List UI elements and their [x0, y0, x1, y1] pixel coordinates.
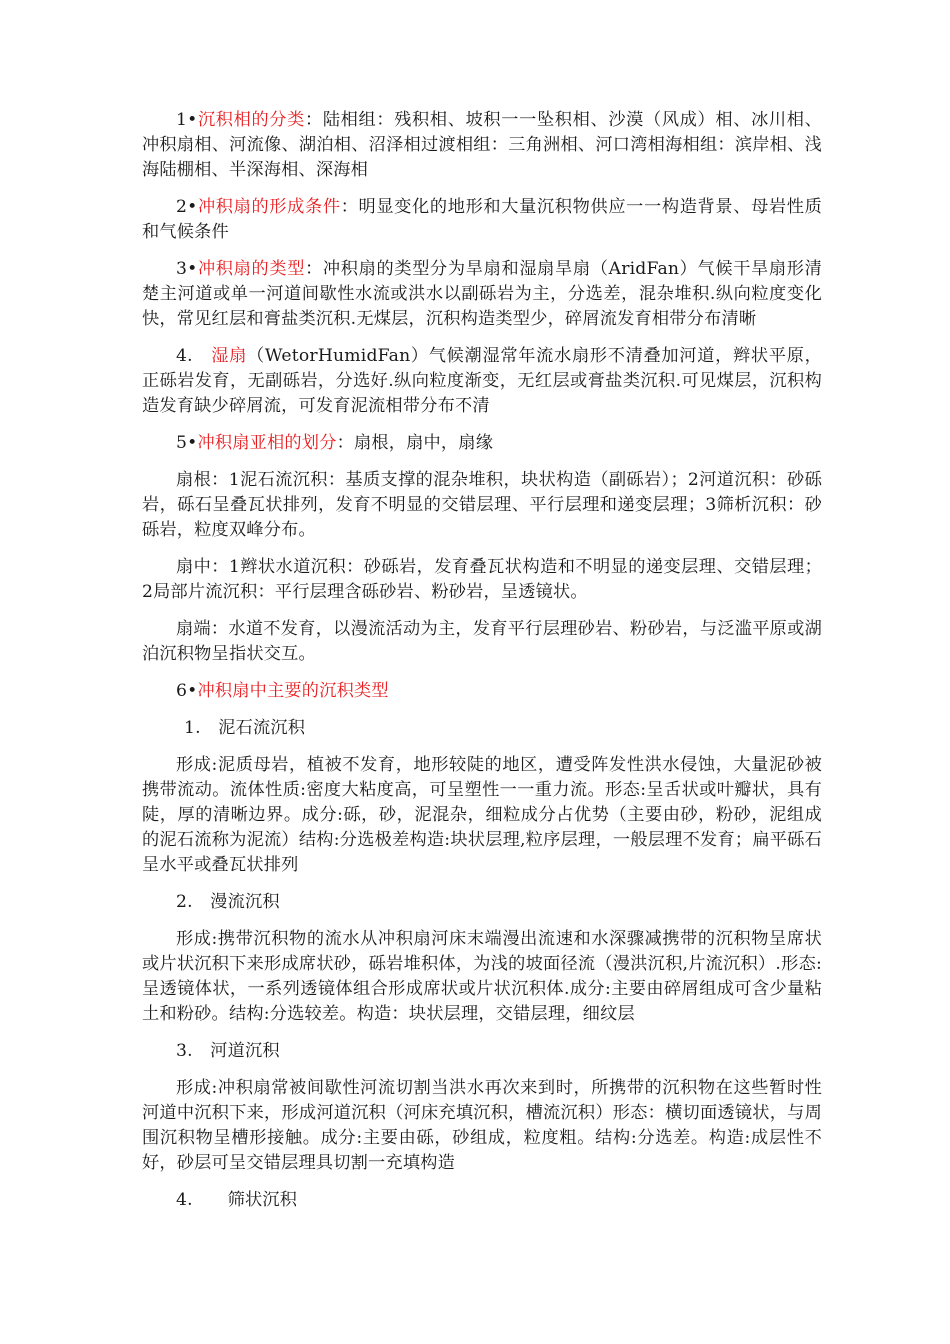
section-3-body: ：冲积扇的类型分为旱扇和湿扇旱扇（AridFan）气候干旱扇形清楚主河道或单一河道间歇性水流或洪水以副砾岩为主，分选差，混杂堆积.纵向粒度变化快，常见红层和膏盐类沉积.无煤层，沉积构造类型少，碎屑流发育相带分布清晰	[142, 259, 823, 329]
section-2-body: ：明显变化的地形和大量沉积物供应一一构造背景、母岩性质和气候条件	[142, 197, 822, 242]
section-3-number: 3•	[176, 259, 198, 279]
deposit-2-body: 形成:携带沉积物的流水从冲积扇河床末端漫出流速和水深骤减携带的沉积物呈席状或片状沉积下来形成席状砂，砾岩堆积体，为浅的坡面径流（漫洪沉积,片流沉积）.形态:呈透镜体状，一系列透镜体组合形成席状或片状沉积体.成分:主要由碎屑组成可含少量粘土和粉砂。结构:分选较差。构造：块状层理，交错层理，细纹层	[142, 929, 822, 1024]
section-6-number: 6•	[176, 681, 198, 701]
subfacies-fan-middle: 扇中：1辫状水道沉积：砂砾岩，发育叠瓦状构造和不明显的递变层理、交错层理；2局部片流沉积：平行层理含砾砂岩、粉砂岩，呈透镜状。	[142, 557, 822, 602]
section-2	[142, 195, 822, 245]
section-3	[142, 257, 822, 332]
section-5-title: 冲积扇亚相的划分	[197, 433, 337, 453]
section-6	[142, 679, 822, 704]
deposit-1-heading: 1. 泥石流沉积	[184, 718, 306, 738]
deposit-4-heading: 4. 筛状沉积	[176, 1190, 298, 1210]
deposit-3-heading: 3. 河道沉积	[176, 1041, 280, 1061]
section-4-title: 湿扇	[211, 346, 248, 366]
deposit-3-body: 形成:冲积扇常被间歇性河流切割当洪水再次来到时，所携带的沉积物在这些暂时性河道中沉积下来，形成河道沉积（河床充填沉积，槽流沉积）形态：横切面透镜状，与周围沉积物呈槽形接触。成分:主要由砾，砂组成，粒度粗。结构:分选差。构造:成层性不好，砂层可呈交错层理具切割一充填构造	[142, 1078, 822, 1173]
section-5-body: ：扇根，扇中，扇缘	[336, 433, 494, 453]
document-page	[142, 108, 822, 1225]
section-6-title: 冲积扇中主要的沉积类型	[197, 681, 389, 701]
section-5-number: 5•	[176, 433, 198, 453]
section-1-title: 沉积相的分类	[197, 110, 305, 130]
section-2-number: 2•	[176, 197, 198, 217]
section-4-body: （WetorHumidFan）气候潮湿常年流水扇形不清叠加河道，辫状平原，正砾岩发育，无副砾岩，分选好.纵向粒度渐变，无红层或膏盐类沉积.可见煤层，沉积构造发育缺少碎屑流，可发育泥流相带分布不清	[142, 346, 822, 416]
section-4-number: 4.	[176, 346, 212, 366]
section-1	[142, 108, 822, 183]
subfacies-fan-root: 扇根：1泥石流沉积：基质支撑的混杂堆积，块状构造（副砾岩）；2河道沉积：砂砾岩，砾石呈叠瓦状排列，发育不明显的交错层理、平行层理和递变层理；3筛析沉积：砂砾岩，粒度双峰分布。	[142, 470, 822, 540]
section-1-body: ：陆相组：残积相、坡积一一坠积相、沙漠（风成）相、冰川相、冲积扇相、河流像、湖泊相、沼泽相过渡相组：三角洲相、河口湾相海相组：滨岸相、浅海陆棚相、半深海相、深海相	[142, 110, 822, 180]
subfacies-fan-end: 扇端：水道不发育，以漫流活动为主，发育平行层理砂岩、粉砂岩，与泛滥平原或湖泊沉积物呈指状交互。	[142, 619, 822, 664]
deposit-1-body: 形成:泥质母岩，植被不发育，地形较陡的地区，遭受阵发性洪水侵蚀，大量泥砂被携带流动。流体性质:密度大粘度高，可呈塑性一一重力流。形态:呈舌状或叶瓣状，具有陡，厚的清晰边界。成分:砾，砂，泥混杂，细粒成分占优势（主要由砂，粉砂，泥组成的泥石流称为泥流）结构:分选极差构造:块状层理,粒序层理，一般层理不发育；扁平砾石呈水平或叠瓦状排列	[142, 755, 822, 875]
section-2-title: 冲积扇的形成条件	[197, 197, 341, 217]
section-5	[142, 431, 822, 456]
deposit-2-heading: 2. 漫流沉积	[176, 892, 280, 912]
section-3-title: 冲积扇的类型	[197, 259, 306, 279]
section-4	[142, 344, 822, 419]
section-1-number: 1•	[176, 110, 198, 130]
